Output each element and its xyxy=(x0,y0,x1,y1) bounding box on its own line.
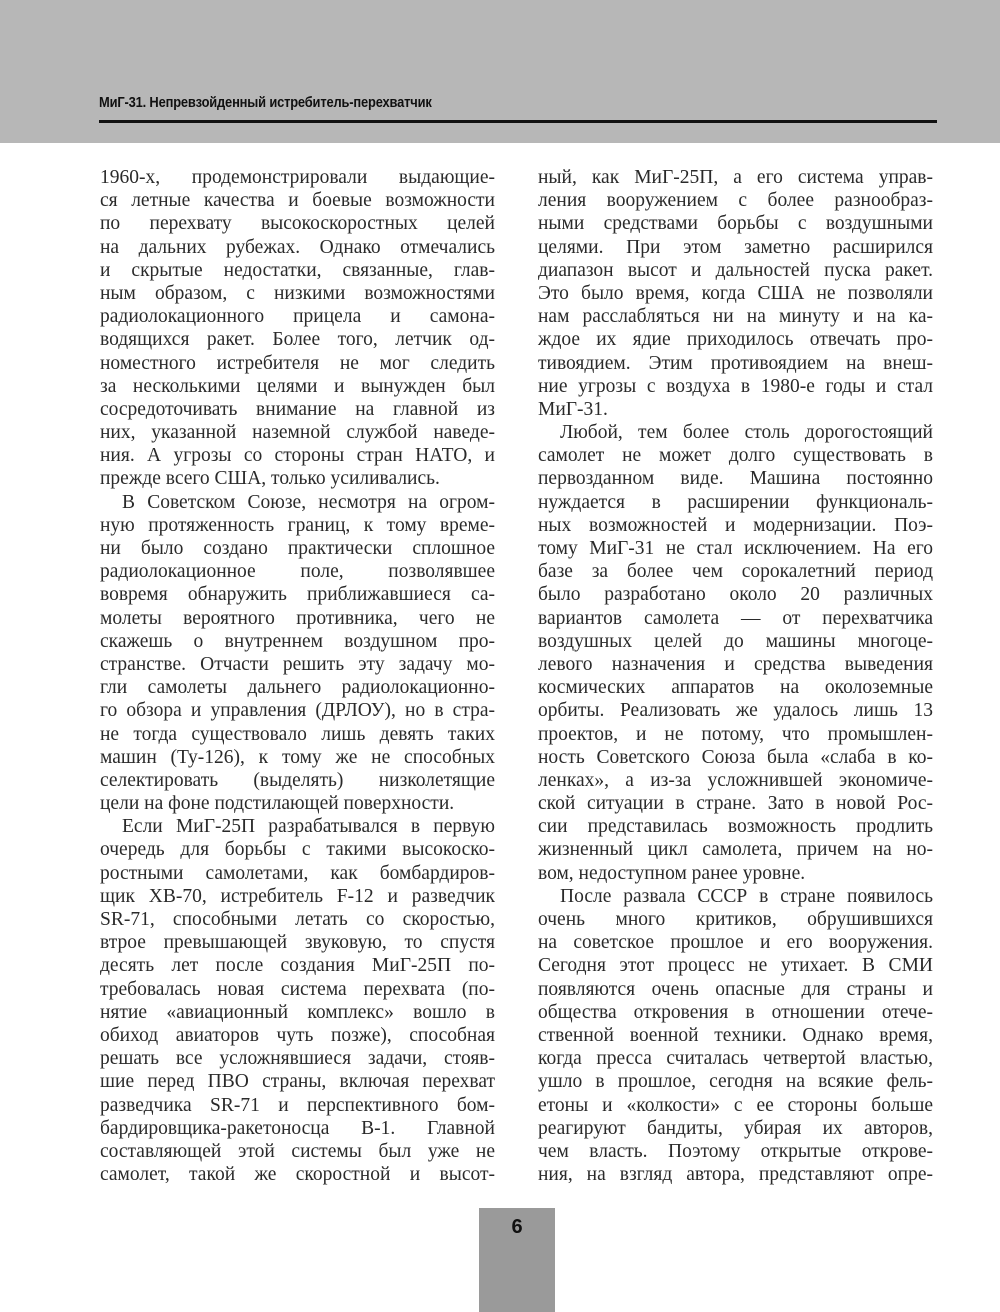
text-line: на дальних рубежах. Однако отмечались xyxy=(100,236,495,258)
text-line: водящихся ракет. Более того, летчик од- xyxy=(100,329,495,351)
text-line: гли самолеты дальнего радиолокационно- xyxy=(100,677,495,699)
running-header xyxy=(0,0,1000,143)
text-line: не тогда существовало лишь девять таких xyxy=(100,723,495,745)
text-line: за несколькими целями и вынужден был xyxy=(100,375,495,397)
text-line: очередь для борьбы с такими высокоско- xyxy=(100,839,495,861)
header-rule xyxy=(99,120,937,123)
text-line: ный, как МиГ-25П, а его система управ- xyxy=(538,167,933,188)
text-line: номестного истребителя не мог следить xyxy=(100,352,495,374)
text-line: появляются очень опасные для страны и xyxy=(538,978,933,1000)
text-line: проектов, и не потому, что промышлен- xyxy=(538,723,933,745)
text-line: целями. При этом заметно расширился xyxy=(538,236,933,258)
text-line: космических аппаратов на околоземные xyxy=(538,677,933,699)
text-line: втрое превышающей звуковую, то спустя xyxy=(100,932,495,954)
text-line: 1960-х, продемонстрировали выдающие- xyxy=(100,167,495,188)
text-line: бардировщика-ракетоносца B-1. Главной xyxy=(100,1117,495,1139)
text-line: радиолокационного прицела и самона- xyxy=(100,306,495,328)
text-line: решать все усложнявшиеся задачи, стояв- xyxy=(100,1048,495,1070)
text-line: ждое их ядие приходилось отвечать про- xyxy=(538,329,933,351)
text-line: разведчика SR-71 и перспективного бом- xyxy=(100,1094,495,1116)
text-line: ность Советского Союза была «слаба в ко- xyxy=(538,746,933,768)
text-line: было разработано около 20 различных xyxy=(538,584,933,606)
text-line: десять лет после создания МиГ-25П по- xyxy=(100,955,495,977)
text-line: В Советском Союзе, несмотря на огром- xyxy=(122,491,495,513)
page-number-box xyxy=(479,1208,555,1312)
text-line: нятие «авиационный комплекс» вошло в xyxy=(100,1001,495,1023)
text-line: сосредоточивать внимание на главной из xyxy=(100,398,495,420)
text-line: левого назначения и средства выведения xyxy=(538,653,933,675)
text-line: етоны и «колкости» с ее стороны больше xyxy=(538,1094,933,1116)
text-line: Это было время, когда США не позволяли xyxy=(538,282,933,304)
text-line: шие перед ПВО страны, включая перехват xyxy=(100,1071,495,1093)
text-line: скажешь о внутреннем воздушном про- xyxy=(100,630,495,652)
text-line: ние угрозы с воздуха в 1980-е годы и стал xyxy=(538,375,933,397)
text-line: общества откровения в отношении отече- xyxy=(538,1001,933,1023)
text-line: первозданном виде. Машина постоянно xyxy=(538,468,933,490)
text-line: орбиты. Реализовать же удалось лишь 13 xyxy=(538,700,933,722)
text-line: ростными самолетами, как бомбардиров- xyxy=(100,862,495,884)
text-line: цели на фоне подстилающей поверхности. xyxy=(100,793,455,815)
text-line: чем власть. Поэтому открытые открове- xyxy=(538,1140,933,1162)
text-line: МиГ-31. xyxy=(538,398,608,420)
text-line: очень много критиков, обрушившихся xyxy=(538,909,933,930)
text-line: диапазон высот и дальностей пуска ракет. xyxy=(538,259,933,281)
text-line: Если МиГ-25П разрабатывался в первую xyxy=(122,816,495,838)
text-line: ственной военной техники. Однако время, xyxy=(538,1024,933,1046)
text-line: по перехвату высокоскоростных целей xyxy=(100,213,495,235)
text-line: ни было создано практически сплошное xyxy=(100,538,495,559)
text-line: прежде всего США, только усиливались. xyxy=(100,468,440,490)
text-line: ную протяженность границ, к тому време- xyxy=(100,514,495,536)
text-line: и скрытые недостатки, связанные, глав- xyxy=(100,259,495,281)
text-line: требовалась новая система перехвата (по- xyxy=(100,978,495,1000)
text-line: воздушных целей до машины многоце- xyxy=(538,630,933,652)
text-line: ния, на взгляд автора, представляют опре- xyxy=(538,1164,933,1186)
running-title: МиГ-31. Непревзойденный истребитель-перехватчик xyxy=(99,94,432,111)
text-line: ными средствами борьбы с воздушными xyxy=(538,213,933,235)
text-line: молеты вероятного противника, чего не xyxy=(100,607,495,629)
text-line: базе за более чем сорокалетний период xyxy=(538,561,933,583)
text-line: ся летные качества и боевые возможности xyxy=(100,190,495,212)
text-line: селектировать (выделять) низколетящие xyxy=(100,769,495,791)
text-line: вариантов самолета — от перехватчика xyxy=(538,607,933,629)
text-line: ния. А угрозы со стороны стран НАТО, и xyxy=(100,445,495,467)
text-line: тивоядием. Этим противоядием на внеш- xyxy=(538,352,933,374)
text-line: нам расслабляться ни на минуту и на ка- xyxy=(538,306,933,328)
text-line: вовремя обнаружить приближавшиеся са- xyxy=(100,584,495,606)
text-line: ных возможностей и модернизации. Поэ- xyxy=(538,514,933,536)
text-line: жизненный цикл самолета, причем на но- xyxy=(538,839,933,861)
text-line: тому МиГ-31 не стал исключением. На его xyxy=(538,538,933,559)
text-line: самолет не может долго существовать в xyxy=(538,445,933,467)
text-line: них, указанной наземной службой наведе- xyxy=(100,422,495,444)
text-line: радиолокационное поле, позволявшее xyxy=(100,561,495,583)
text-line: ской ситуации в стране. Зато в новой Рос- xyxy=(538,793,933,815)
text-line: составляющей этой системы был уже не xyxy=(100,1140,495,1162)
text-line: сии представилась возможность продлить xyxy=(538,816,933,838)
page-number: 6 xyxy=(511,1216,523,1238)
right-column xyxy=(538,166,933,1186)
left-column xyxy=(100,166,495,1186)
text-line: когда пресса считалась четвертой властью, xyxy=(538,1048,933,1070)
text-line: нуждается в расширении функциональ- xyxy=(538,491,933,513)
text-line: Любой, тем более столь дорогостоящий xyxy=(560,422,933,444)
text-line: ления вооружением с более разнообраз- xyxy=(538,190,933,212)
text-line: ушло в прошлое, сегодня на всякие фель- xyxy=(538,1071,933,1093)
text-line: После развала СССР в стране появилось xyxy=(560,885,933,907)
text-line: самолет, такой же скоростной и высот- xyxy=(100,1164,495,1186)
text-line: обиход авиаторов чуть позже), способная xyxy=(100,1024,495,1046)
text-line: реагируют бандиты, убирая их авторов, xyxy=(538,1117,933,1139)
text-line: на советское прошлое и его вооружения. xyxy=(538,932,933,954)
text-line: странстве. Отчасти решить эту задачу мо- xyxy=(100,653,495,675)
text-line: вом, недоступном ранее уровне. xyxy=(538,862,806,884)
text-line: SR-71, способными летать со скоростью, xyxy=(100,909,495,930)
text-line: Сегодня этот процесс не утихает. В СМИ xyxy=(538,955,933,977)
text-line: ным образом, с низкими возможностями xyxy=(100,282,495,304)
text-line: щик XB-70, истребитель F-12 и разведчик xyxy=(100,885,495,907)
text-line: машин (Ту-126), к тому же не способных xyxy=(100,746,495,768)
text-line: ленках», а из-за усложнившей экономиче- xyxy=(538,769,933,791)
text-line: го обзора и управления (ДРЛОУ), но в стра- xyxy=(100,700,495,722)
